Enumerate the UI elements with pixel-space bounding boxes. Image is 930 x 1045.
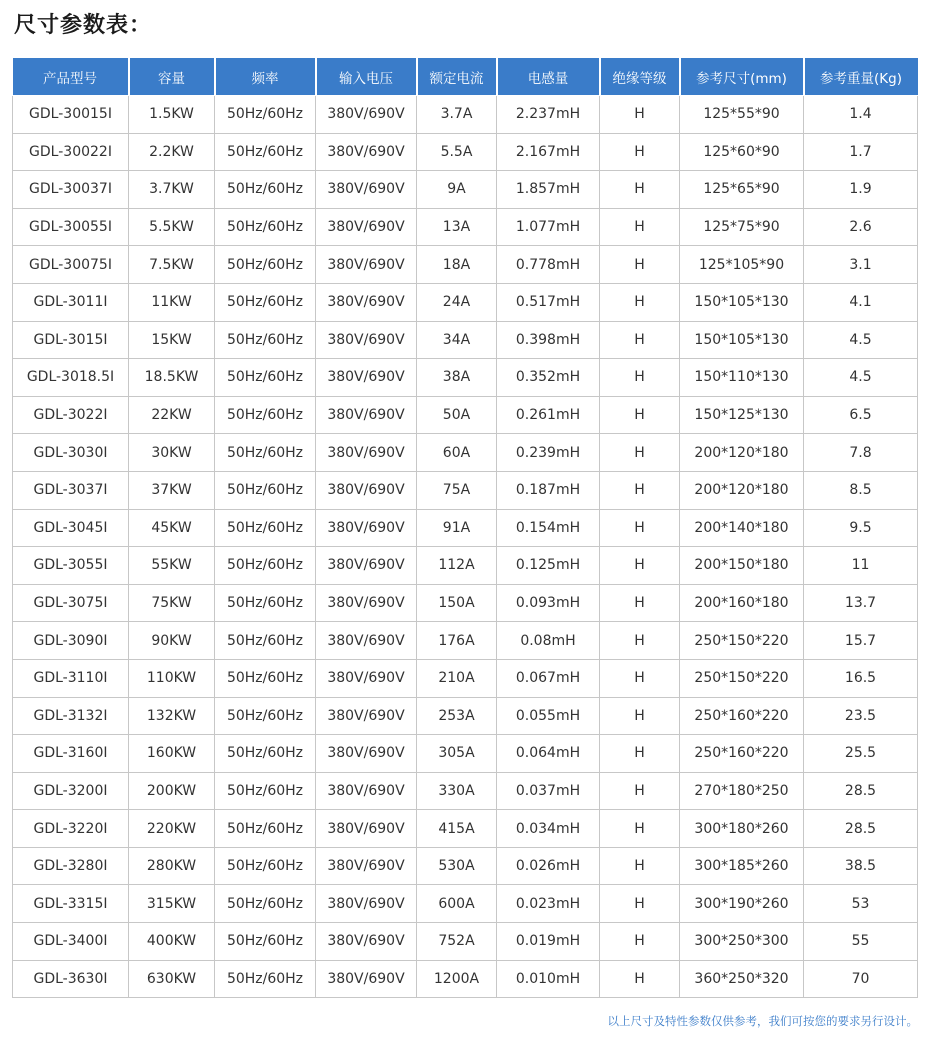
cell-insulation-class: H bbox=[600, 396, 680, 434]
cell-model: GDL-3400I bbox=[13, 923, 129, 961]
cell-frequency: 50Hz/60Hz bbox=[215, 885, 316, 923]
cell-dimensions: 200*120*180 bbox=[680, 434, 804, 472]
cell-model: GDL-3022I bbox=[13, 396, 129, 434]
column-header-rated-current: 额定电流 bbox=[417, 58, 497, 96]
cell-inductance: 0.010mH bbox=[497, 960, 600, 998]
cell-inductance: 0.398mH bbox=[497, 321, 600, 359]
cell-inductance: 0.08mH bbox=[497, 622, 600, 660]
cell-frequency: 50Hz/60Hz bbox=[215, 283, 316, 321]
cell-input-voltage: 380V/690V bbox=[316, 171, 417, 209]
cell-insulation-class: H bbox=[600, 208, 680, 246]
cell-frequency: 50Hz/60Hz bbox=[215, 810, 316, 848]
cell-inductance: 0.778mH bbox=[497, 246, 600, 284]
table-row bbox=[13, 772, 918, 810]
cell-model: GDL-3200I bbox=[13, 772, 129, 810]
cell-weight: 2.6 bbox=[804, 208, 918, 246]
cell-weight: 9.5 bbox=[804, 509, 918, 547]
cell-capacity: 200KW bbox=[129, 772, 215, 810]
cell-model: GDL-30037I bbox=[13, 171, 129, 209]
table-row bbox=[13, 960, 918, 998]
cell-inductance: 1.857mH bbox=[497, 171, 600, 209]
cell-capacity: 90KW bbox=[129, 622, 215, 660]
cell-rated-current: 91A bbox=[417, 509, 497, 547]
cell-model: GDL-3315I bbox=[13, 885, 129, 923]
cell-input-voltage: 380V/690V bbox=[316, 96, 417, 134]
table-row bbox=[13, 283, 918, 321]
cell-capacity: 2.2KW bbox=[129, 133, 215, 171]
cell-rated-current: 5.5A bbox=[417, 133, 497, 171]
cell-capacity: 75KW bbox=[129, 584, 215, 622]
cell-insulation-class: H bbox=[600, 283, 680, 321]
cell-frequency: 50Hz/60Hz bbox=[215, 547, 316, 585]
cell-model: GDL-3110I bbox=[13, 659, 129, 697]
cell-weight: 13.7 bbox=[804, 584, 918, 622]
column-header-dimensions: 参考尺寸(mm) bbox=[680, 58, 804, 96]
cell-inductance: 2.237mH bbox=[497, 96, 600, 134]
cell-capacity: 630KW bbox=[129, 960, 215, 998]
cell-capacity: 1.5KW bbox=[129, 96, 215, 134]
cell-weight: 53 bbox=[804, 885, 918, 923]
cell-input-voltage: 380V/690V bbox=[316, 246, 417, 284]
cell-weight: 16.5 bbox=[804, 659, 918, 697]
cell-model: GDL-3630I bbox=[13, 960, 129, 998]
cell-dimensions: 125*55*90 bbox=[680, 96, 804, 134]
cell-dimensions: 250*150*220 bbox=[680, 659, 804, 697]
cell-dimensions: 200*120*180 bbox=[680, 471, 804, 509]
cell-frequency: 50Hz/60Hz bbox=[215, 471, 316, 509]
cell-rated-current: 752A bbox=[417, 923, 497, 961]
table-row bbox=[13, 359, 918, 397]
cell-dimensions: 125*60*90 bbox=[680, 133, 804, 171]
table-row bbox=[13, 923, 918, 961]
cell-inductance: 0.019mH bbox=[497, 923, 600, 961]
cell-dimensions: 250*150*220 bbox=[680, 622, 804, 660]
cell-capacity: 15KW bbox=[129, 321, 215, 359]
cell-dimensions: 125*105*90 bbox=[680, 246, 804, 284]
cell-model: GDL-3037I bbox=[13, 471, 129, 509]
cell-inductance: 0.023mH bbox=[497, 885, 600, 923]
cell-inductance: 0.026mH bbox=[497, 847, 600, 885]
cell-rated-current: 3.7A bbox=[417, 96, 497, 134]
cell-capacity: 3.7KW bbox=[129, 171, 215, 209]
cell-frequency: 50Hz/60Hz bbox=[215, 434, 316, 472]
cell-rated-current: 60A bbox=[417, 434, 497, 472]
cell-dimensions: 150*110*130 bbox=[680, 359, 804, 397]
cell-model: GDL-3055I bbox=[13, 547, 129, 585]
cell-input-voltage: 380V/690V bbox=[316, 133, 417, 171]
cell-frequency: 50Hz/60Hz bbox=[215, 735, 316, 773]
cell-insulation-class: H bbox=[600, 171, 680, 209]
cell-dimensions: 300*250*300 bbox=[680, 923, 804, 961]
cell-input-voltage: 380V/690V bbox=[316, 471, 417, 509]
cell-insulation-class: H bbox=[600, 810, 680, 848]
cell-input-voltage: 380V/690V bbox=[316, 735, 417, 773]
cell-insulation-class: H bbox=[600, 697, 680, 735]
cell-input-voltage: 380V/690V bbox=[316, 697, 417, 735]
cell-model: GDL-3075I bbox=[13, 584, 129, 622]
cell-rated-current: 330A bbox=[417, 772, 497, 810]
cell-model: GDL-3030I bbox=[13, 434, 129, 472]
cell-dimensions: 250*160*220 bbox=[680, 735, 804, 773]
cell-insulation-class: H bbox=[600, 246, 680, 284]
cell-dimensions: 150*105*130 bbox=[680, 283, 804, 321]
cell-insulation-class: H bbox=[600, 359, 680, 397]
cell-rated-current: 75A bbox=[417, 471, 497, 509]
cell-rated-current: 253A bbox=[417, 697, 497, 735]
table-row bbox=[13, 847, 918, 885]
cell-input-voltage: 380V/690V bbox=[316, 923, 417, 961]
cell-model: GDL-3090I bbox=[13, 622, 129, 660]
cell-inductance: 0.239mH bbox=[497, 434, 600, 472]
table-row bbox=[13, 697, 918, 735]
cell-input-voltage: 380V/690V bbox=[316, 359, 417, 397]
column-header-input-voltage: 输入电压 bbox=[316, 58, 417, 96]
table-row bbox=[13, 584, 918, 622]
cell-inductance: 0.125mH bbox=[497, 547, 600, 585]
cell-inductance: 0.154mH bbox=[497, 509, 600, 547]
cell-rated-current: 176A bbox=[417, 622, 497, 660]
cell-dimensions: 125*65*90 bbox=[680, 171, 804, 209]
cell-dimensions: 150*105*130 bbox=[680, 321, 804, 359]
cell-rated-current: 34A bbox=[417, 321, 497, 359]
cell-capacity: 400KW bbox=[129, 923, 215, 961]
table-row bbox=[13, 659, 918, 697]
cell-weight: 1.4 bbox=[804, 96, 918, 134]
cell-model: GDL-3132I bbox=[13, 697, 129, 735]
cell-input-voltage: 380V/690V bbox=[316, 321, 417, 359]
cell-insulation-class: H bbox=[600, 772, 680, 810]
cell-insulation-class: H bbox=[600, 509, 680, 547]
cell-capacity: 22KW bbox=[129, 396, 215, 434]
table-row bbox=[13, 396, 918, 434]
cell-frequency: 50Hz/60Hz bbox=[215, 208, 316, 246]
cell-insulation-class: H bbox=[600, 960, 680, 998]
cell-input-voltage: 380V/690V bbox=[316, 810, 417, 848]
cell-weight: 1.7 bbox=[804, 133, 918, 171]
cell-inductance: 0.352mH bbox=[497, 359, 600, 397]
cell-model: GDL-3220I bbox=[13, 810, 129, 848]
cell-capacity: 132KW bbox=[129, 697, 215, 735]
cell-model: GDL-30022I bbox=[13, 133, 129, 171]
cell-dimensions: 200*150*180 bbox=[680, 547, 804, 585]
cell-capacity: 160KW bbox=[129, 735, 215, 773]
cell-rated-current: 18A bbox=[417, 246, 497, 284]
cell-capacity: 280KW bbox=[129, 847, 215, 885]
cell-dimensions: 300*180*260 bbox=[680, 810, 804, 848]
cell-rated-current: 150A bbox=[417, 584, 497, 622]
cell-weight: 4.1 bbox=[804, 283, 918, 321]
cell-dimensions: 200*140*180 bbox=[680, 509, 804, 547]
cell-capacity: 315KW bbox=[129, 885, 215, 923]
cell-input-voltage: 380V/690V bbox=[316, 434, 417, 472]
cell-model: GDL-30055I bbox=[13, 208, 129, 246]
cell-capacity: 11KW bbox=[129, 283, 215, 321]
cell-rated-current: 530A bbox=[417, 847, 497, 885]
cell-capacity: 55KW bbox=[129, 547, 215, 585]
cell-input-voltage: 380V/690V bbox=[316, 208, 417, 246]
cell-model: GDL-3280I bbox=[13, 847, 129, 885]
cell-weight: 1.9 bbox=[804, 171, 918, 209]
table-row bbox=[13, 509, 918, 547]
cell-frequency: 50Hz/60Hz bbox=[215, 171, 316, 209]
table-row bbox=[13, 434, 918, 472]
cell-inductance: 0.055mH bbox=[497, 697, 600, 735]
page-title: 尺寸参数表： bbox=[14, 13, 153, 38]
cell-weight: 70 bbox=[804, 960, 918, 998]
spec-table bbox=[12, 57, 918, 998]
cell-inductance: 1.077mH bbox=[497, 208, 600, 246]
cell-input-voltage: 380V/690V bbox=[316, 283, 417, 321]
cell-model: GDL-3160I bbox=[13, 735, 129, 773]
cell-input-voltage: 380V/690V bbox=[316, 847, 417, 885]
cell-rated-current: 13A bbox=[417, 208, 497, 246]
cell-dimensions: 150*125*130 bbox=[680, 396, 804, 434]
table-row bbox=[13, 547, 918, 585]
cell-rated-current: 38A bbox=[417, 359, 497, 397]
cell-input-voltage: 380V/690V bbox=[316, 622, 417, 660]
column-header-weight: 参考重量(Kg) bbox=[804, 58, 918, 96]
cell-weight: 4.5 bbox=[804, 359, 918, 397]
cell-inductance: 2.167mH bbox=[497, 133, 600, 171]
cell-inductance: 0.037mH bbox=[497, 772, 600, 810]
table-row bbox=[13, 208, 918, 246]
cell-rated-current: 210A bbox=[417, 659, 497, 697]
cell-dimensions: 250*160*220 bbox=[680, 697, 804, 735]
cell-frequency: 50Hz/60Hz bbox=[215, 133, 316, 171]
cell-input-voltage: 380V/690V bbox=[316, 584, 417, 622]
cell-frequency: 50Hz/60Hz bbox=[215, 584, 316, 622]
cell-weight: 11 bbox=[804, 547, 918, 585]
cell-frequency: 50Hz/60Hz bbox=[215, 923, 316, 961]
cell-weight: 8.5 bbox=[804, 471, 918, 509]
cell-input-voltage: 380V/690V bbox=[316, 885, 417, 923]
cell-rated-current: 600A bbox=[417, 885, 497, 923]
table-row bbox=[13, 735, 918, 773]
table-row bbox=[13, 885, 918, 923]
cell-model: GDL-3045I bbox=[13, 509, 129, 547]
cell-frequency: 50Hz/60Hz bbox=[215, 659, 316, 697]
cell-frequency: 50Hz/60Hz bbox=[215, 396, 316, 434]
table-row bbox=[13, 96, 918, 134]
cell-insulation-class: H bbox=[600, 659, 680, 697]
cell-insulation-class: H bbox=[600, 434, 680, 472]
column-header-inductance: 电感量 bbox=[497, 58, 600, 96]
cell-input-voltage: 380V/690V bbox=[316, 659, 417, 697]
cell-rated-current: 9A bbox=[417, 171, 497, 209]
cell-model: GDL-3011I bbox=[13, 283, 129, 321]
cell-rated-current: 1200A bbox=[417, 960, 497, 998]
cell-inductance: 0.517mH bbox=[497, 283, 600, 321]
cell-dimensions: 270*180*250 bbox=[680, 772, 804, 810]
cell-frequency: 50Hz/60Hz bbox=[215, 96, 316, 134]
cell-rated-current: 415A bbox=[417, 810, 497, 848]
table-row bbox=[13, 810, 918, 848]
cell-inductance: 0.261mH bbox=[497, 396, 600, 434]
table-row bbox=[13, 471, 918, 509]
table-row bbox=[13, 171, 918, 209]
column-header-insulation-class: 绝缘等级 bbox=[600, 58, 680, 96]
cell-model: GDL-30015I bbox=[13, 96, 129, 134]
cell-weight: 23.5 bbox=[804, 697, 918, 735]
cell-inductance: 0.067mH bbox=[497, 659, 600, 697]
footnote: 以上尺寸及特性参数仅供参考，我们可按您的要求另行设计。 bbox=[607, 1014, 918, 1028]
cell-weight: 25.5 bbox=[804, 735, 918, 773]
table-row bbox=[13, 321, 918, 359]
cell-capacity: 30KW bbox=[129, 434, 215, 472]
cell-insulation-class: H bbox=[600, 735, 680, 773]
cell-insulation-class: H bbox=[600, 622, 680, 660]
cell-insulation-class: H bbox=[600, 133, 680, 171]
cell-frequency: 50Hz/60Hz bbox=[215, 697, 316, 735]
cell-insulation-class: H bbox=[600, 547, 680, 585]
cell-frequency: 50Hz/60Hz bbox=[215, 359, 316, 397]
cell-weight: 4.5 bbox=[804, 321, 918, 359]
column-header-capacity: 容量 bbox=[129, 58, 215, 96]
cell-weight: 6.5 bbox=[804, 396, 918, 434]
cell-insulation-class: H bbox=[600, 471, 680, 509]
cell-dimensions: 125*75*90 bbox=[680, 208, 804, 246]
cell-capacity: 7.5KW bbox=[129, 246, 215, 284]
table-row bbox=[13, 622, 918, 660]
cell-insulation-class: H bbox=[600, 96, 680, 134]
cell-rated-current: 112A bbox=[417, 547, 497, 585]
cell-dimensions: 360*250*320 bbox=[680, 960, 804, 998]
cell-input-voltage: 380V/690V bbox=[316, 547, 417, 585]
cell-inductance: 0.034mH bbox=[497, 810, 600, 848]
cell-frequency: 50Hz/60Hz bbox=[215, 960, 316, 998]
cell-rated-current: 24A bbox=[417, 283, 497, 321]
table-row bbox=[13, 246, 918, 284]
cell-rated-current: 50A bbox=[417, 396, 497, 434]
column-header-frequency: 频率 bbox=[215, 58, 316, 96]
cell-inductance: 0.093mH bbox=[497, 584, 600, 622]
table-header-row bbox=[13, 58, 918, 96]
cell-weight: 15.7 bbox=[804, 622, 918, 660]
cell-weight: 28.5 bbox=[804, 810, 918, 848]
cell-frequency: 50Hz/60Hz bbox=[215, 847, 316, 885]
cell-frequency: 50Hz/60Hz bbox=[215, 772, 316, 810]
cell-capacity: 110KW bbox=[129, 659, 215, 697]
cell-insulation-class: H bbox=[600, 584, 680, 622]
column-header-model: 产品型号 bbox=[13, 58, 129, 96]
cell-model: GDL-3018.5I bbox=[13, 359, 129, 397]
cell-input-voltage: 380V/690V bbox=[316, 396, 417, 434]
cell-weight: 7.8 bbox=[804, 434, 918, 472]
cell-model: GDL-3015I bbox=[13, 321, 129, 359]
cell-inductance: 0.187mH bbox=[497, 471, 600, 509]
table-body bbox=[13, 96, 918, 998]
cell-capacity: 45KW bbox=[129, 509, 215, 547]
cell-frequency: 50Hz/60Hz bbox=[215, 622, 316, 660]
cell-capacity: 18.5KW bbox=[129, 359, 215, 397]
cell-weight: 3.1 bbox=[804, 246, 918, 284]
cell-frequency: 50Hz/60Hz bbox=[215, 509, 316, 547]
cell-input-voltage: 380V/690V bbox=[316, 509, 417, 547]
cell-insulation-class: H bbox=[600, 847, 680, 885]
cell-insulation-class: H bbox=[600, 923, 680, 961]
cell-weight: 38.5 bbox=[804, 847, 918, 885]
cell-insulation-class: H bbox=[600, 885, 680, 923]
cell-rated-current: 305A bbox=[417, 735, 497, 773]
cell-capacity: 37KW bbox=[129, 471, 215, 509]
cell-capacity: 220KW bbox=[129, 810, 215, 848]
cell-inductance: 0.064mH bbox=[497, 735, 600, 773]
cell-dimensions: 300*190*260 bbox=[680, 885, 804, 923]
cell-model: GDL-30075I bbox=[13, 246, 129, 284]
cell-input-voltage: 380V/690V bbox=[316, 960, 417, 998]
cell-frequency: 50Hz/60Hz bbox=[215, 321, 316, 359]
cell-insulation-class: H bbox=[600, 321, 680, 359]
cell-dimensions: 200*160*180 bbox=[680, 584, 804, 622]
cell-input-voltage: 380V/690V bbox=[316, 772, 417, 810]
cell-dimensions: 300*185*260 bbox=[680, 847, 804, 885]
table-row bbox=[13, 133, 918, 171]
cell-weight: 55 bbox=[804, 923, 918, 961]
cell-weight: 28.5 bbox=[804, 772, 918, 810]
cell-capacity: 5.5KW bbox=[129, 208, 215, 246]
cell-frequency: 50Hz/60Hz bbox=[215, 246, 316, 284]
